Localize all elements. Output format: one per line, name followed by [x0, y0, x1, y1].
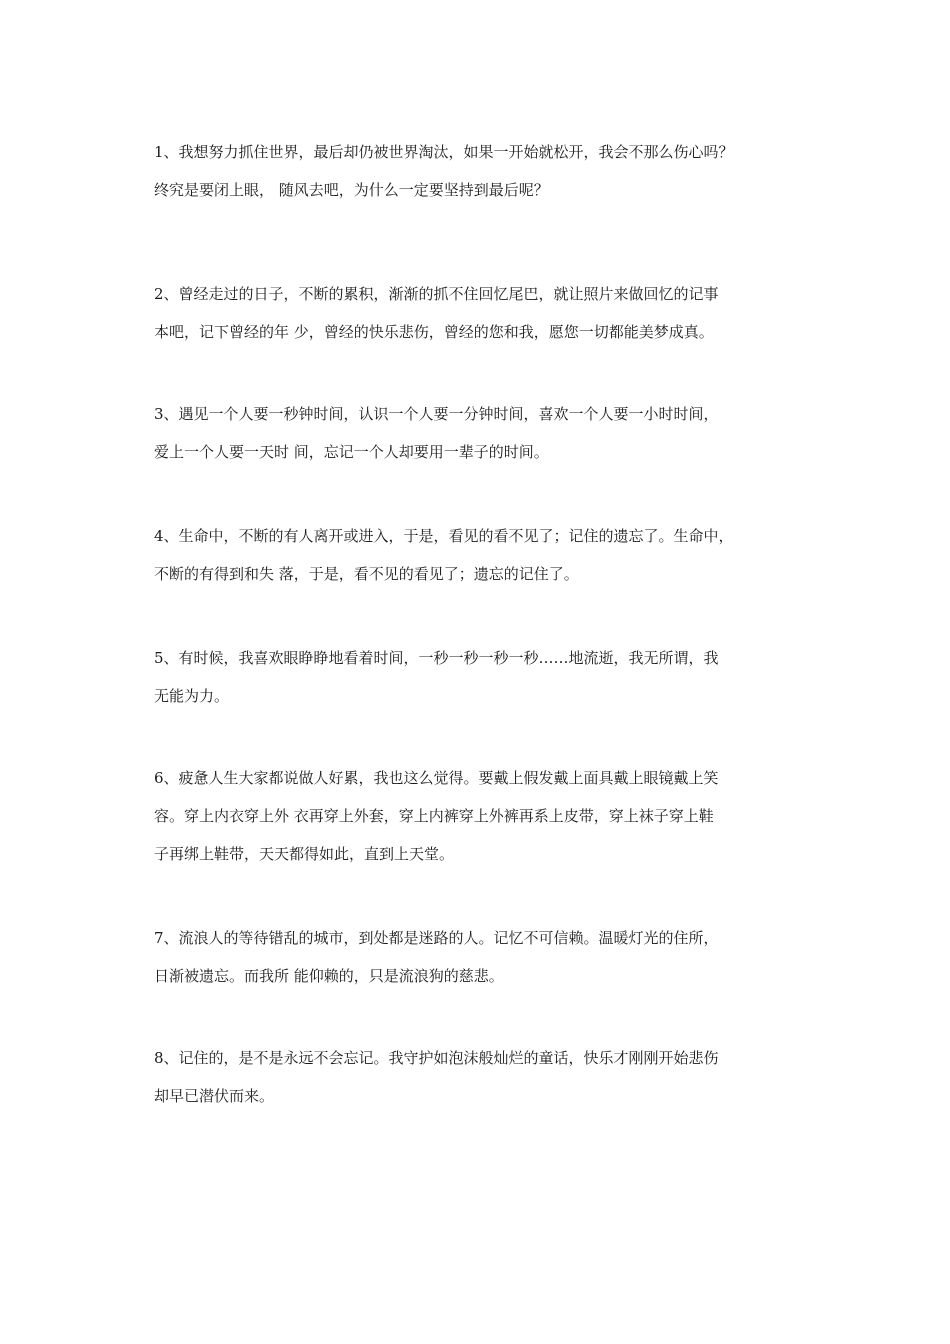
paragraph-line: 3、遇见一个人要一秒钟时间，认识一个人要一分钟时间，喜欢一个人要一小时时间， [154, 405, 719, 423]
paragraph-line: 2、曾经走过的日子，不断的累积，渐渐的抓不住回忆尾巴，就让照片来做回忆的记事 [154, 285, 719, 303]
paragraph-2 [154, 284, 834, 342]
paragraph-line: 本吧，记下曾经的年 少，曾经的快乐悲伤，曾经的您和我，愿您一切都能美梦成真。 [154, 323, 714, 341]
paragraph-line: 5、有时候，我喜欢眼睁睁地看着时间，一秒一秒一秒一秒……地流逝，我无所谓，我 [154, 649, 719, 667]
paragraph-line: 4、生命中，不断的有人离开或进入，于是，看见的看不见了；记住的遗忘了。生命中， [154, 527, 734, 545]
paragraph-line: 终究是要闭上眼， 随风去吧，为什么一定要坚持到最后呢？ [154, 181, 549, 199]
paragraph-line: 7、流浪人的等待错乱的城市，到处都是迷路的人。记忆不可信赖。温暖灯光的住所， [154, 929, 719, 947]
paragraph-line: 不断的有得到和失 落，于是，看不见的看见了；遗忘的记住了。 [154, 565, 579, 583]
paragraph-line: 爱上一个人要一天时 间，忘记一个人却要用一辈子的时间。 [154, 443, 549, 461]
paragraph-line: 8、记住的，是不是永远不会忘记。我守护如泡沫般灿烂的童话，快乐才刚刚开始悲伤 [154, 1049, 719, 1067]
paragraph-8 [154, 1048, 834, 1106]
paragraph-line: 容。穿上内衣穿上外 衣再穿上外套，穿上内裤穿上外裤再系上皮带，穿上袜子穿上鞋 [154, 807, 714, 825]
paragraph-3 [154, 404, 834, 462]
paragraph-line: 6、疲惫人生大家都说做人好累，我也这么觉得。要戴上假发戴上面具戴上眼镜戴上笑 [154, 769, 719, 787]
paragraph-7 [154, 928, 834, 986]
paragraph-line: 子再绑上鞋带，天天都得如此，直到上天堂。 [154, 845, 455, 863]
paragraph-line: 无能为力。 [154, 687, 230, 705]
paragraph-line: 1、我想努力抓住世界，最后却仍被世界淘汰，如果一开始就松开，我会不那么伤心吗？ [154, 143, 734, 161]
paragraph-line: 却早已潜伏而来。 [154, 1087, 275, 1105]
paragraph-line: 日渐被遗忘。而我所 能仰赖的，只是流浪狗的慈悲。 [154, 967, 504, 985]
paragraph-1 [154, 142, 834, 200]
paragraph-4 [154, 526, 834, 584]
paragraph-5 [154, 648, 834, 706]
paragraph-6 [154, 768, 834, 864]
